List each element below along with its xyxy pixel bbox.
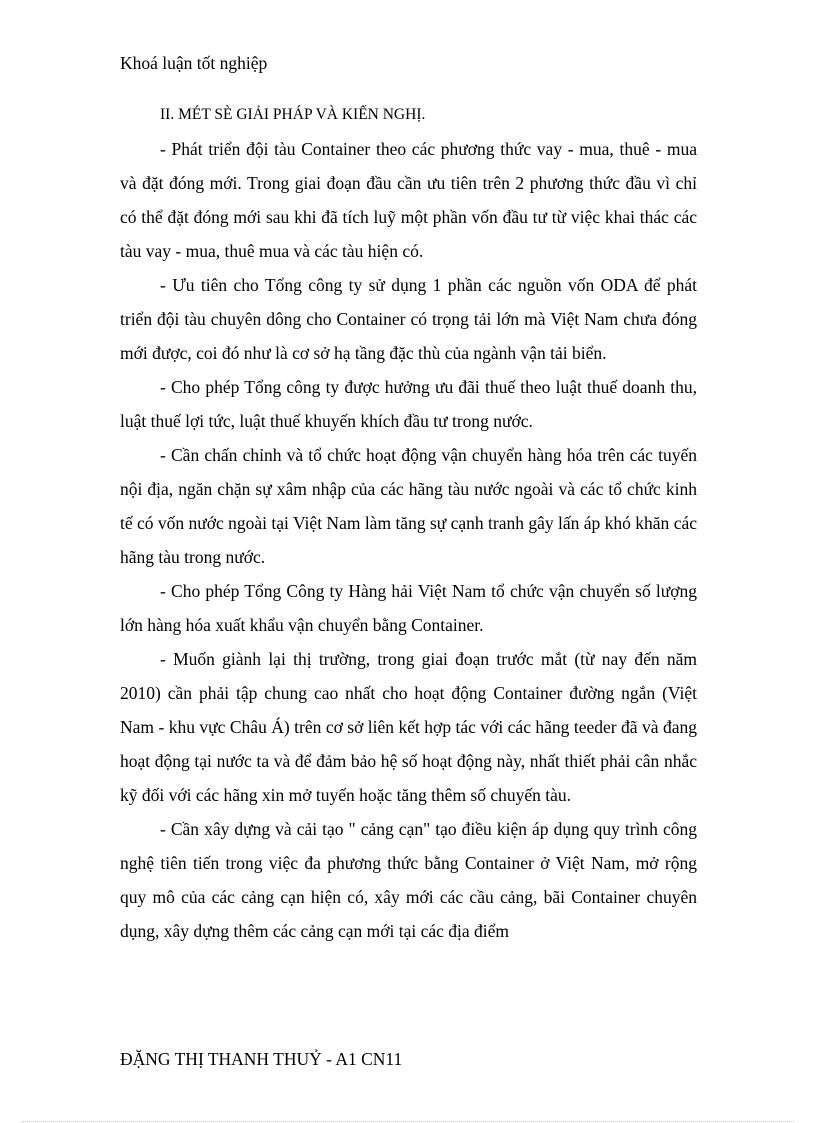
page-footer: ĐẶNG THỊ THANH THUỶ - A1 CN11 [120,1049,403,1069]
paragraph: - Phát triển đội tàu Container theo các phương thức vay - mua, thuê - mua và đặt đóng mới. Trong giai đoạn đầu cần ưu tiên trên 2 phương thức đầu vì chỉ có thể đặt đóng mới sau khi đã tích luỹ một phần vốn đầu tư từ việc khai thác các tàu vay - mua, thuê mua và các tàu hiện có. [120,139,697,261]
page-body [120,98,697,948]
paragraph: - Cho phép Tổng Công ty Hàng hải Việt Nam tổ chức vận chuyển số lượng lớn hàng hóa xuất khẩu vận chuyển bằng Container. [120,581,697,635]
page-header: Khoá luận tốt nghiệp [120,53,268,73]
paragraph: - Cho phép Tổng công ty được hưởng ưu đãi thuế theo luật thuế doanh thu, luật thuế lợi tức, luật thuế khuyến khích đầu tư trong nước. [120,377,697,431]
paragraph: - Muốn giành lại thị trường, trong giai đoạn trước mắt (từ nay đến năm 2010) cần phải tập chung cao nhất cho hoạt động Container đường ngắn (Việt Nam - khu vực Châu Á) trên cơ sở liên kết hợp tác với các hãng teeder đã và đang hoạt động tại nước ta và để đảm bảo hệ số hoạt động này, nhất thiết phải cân nhắc kỹ đối với các hãng xin mở tuyến hoặc tăng thêm số chuyến tàu. [120,649,697,805]
paragraph: - Cần xây dựng và cải tạo " cảng cạn" tạo điều kiện áp dụng quy trình công nghệ tiên tiến trong việc đa phương thức bằng Container ở Việt Nam, mở rộng quy mô của các cảng cạn hiện có, xây mới các cầu cảng, bãi Container chuyên dụng, xây dựng thêm các cảng cạn mới tại các địa điểm [120,819,697,941]
paragraph: - Ưu tiên cho Tổng công ty sử dụng 1 phần các nguồn vốn ODA để phát triển đội tàu chuyên dông cho Container có trọng tải lớn mà Việt Nam chưa đóng mới được, coi đó như là cơ sở hạ tầng đặc thù của ngành vận tải biển. [120,275,697,363]
section-heading: II. MÉT SÈ GIẢI PHÁP VÀ KIẾN NGHỊ. [160,106,426,123]
paragraph: - Cần chấn chỉnh và tổ chức hoạt động vận chuyển hàng hóa trên các tuyến nội địa, ngăn chặn sự xâm nhập của các hãng tàu nước ngoài và các tổ chức kinh tế có vốn nước ngoài tại Việt Nam làm tăng sự cạnh tranh gây lấn áp khó khăn các hãng tàu trong nước. [120,445,697,567]
page-bottom-divider [22,1121,794,1122]
